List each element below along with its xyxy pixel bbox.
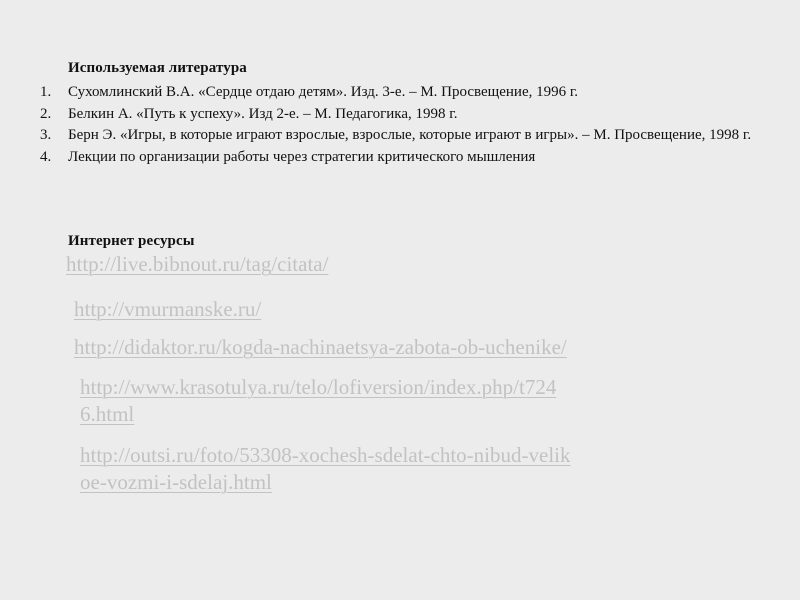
link-outsi[interactable]: http://outsi.ru/foto/53308-xochesh-sdelat-chto-nibud-velik oe-vozmi-i-sdelaj.html: [80, 443, 571, 494]
literature-item: [36, 82, 756, 104]
literature-item-number: 1.: [40, 84, 52, 100]
literature-item-number: 2.: [40, 105, 52, 122]
link-didaktor[interactable]: http://didaktor.ru/kogda-nachinaetsya-zabota-ob-uchenike/: [74, 335, 567, 359]
literature-item: [36, 104, 756, 126]
link-bibnout[interactable]: http://live.bibnout.ru/tag/citata/: [66, 252, 329, 276]
internet-resources-heading: Интернет ресурсы: [68, 233, 195, 249]
literature-list: [36, 82, 756, 168]
link-vmurmanske[interactable]: http://vmurmanske.ru/: [74, 297, 262, 321]
literature-heading: Используемая литература: [68, 60, 247, 76]
literature-item-text: Берн Э. «Игры, в которые играют взрослые, взрослые, которые играют в игры». – М. Просвещение, 1998 г.: [68, 127, 752, 143]
literature-item-text: Сухомлинский В.А. «Сердце отдаю детям». Изд. 3-е. – М. Просвещение, 1996 г.: [68, 84, 579, 100]
literature-item-text: Белкин А. «Путь к успеху». Изд 2-е. – М. Педагогика, 1998 г.: [68, 105, 458, 122]
literature-item-number: 4.: [40, 148, 52, 165]
literature-item: [36, 147, 756, 169]
literature-item: [36, 125, 756, 147]
literature-item-text: Лекции по организации работы через стратегии критического мышления: [68, 148, 536, 165]
literature-item-number: 3.: [40, 127, 52, 143]
link-krasotulya[interactable]: http://www.krasotulya.ru/telo/lofiversion/index.php/t724 6.html: [80, 375, 557, 426]
